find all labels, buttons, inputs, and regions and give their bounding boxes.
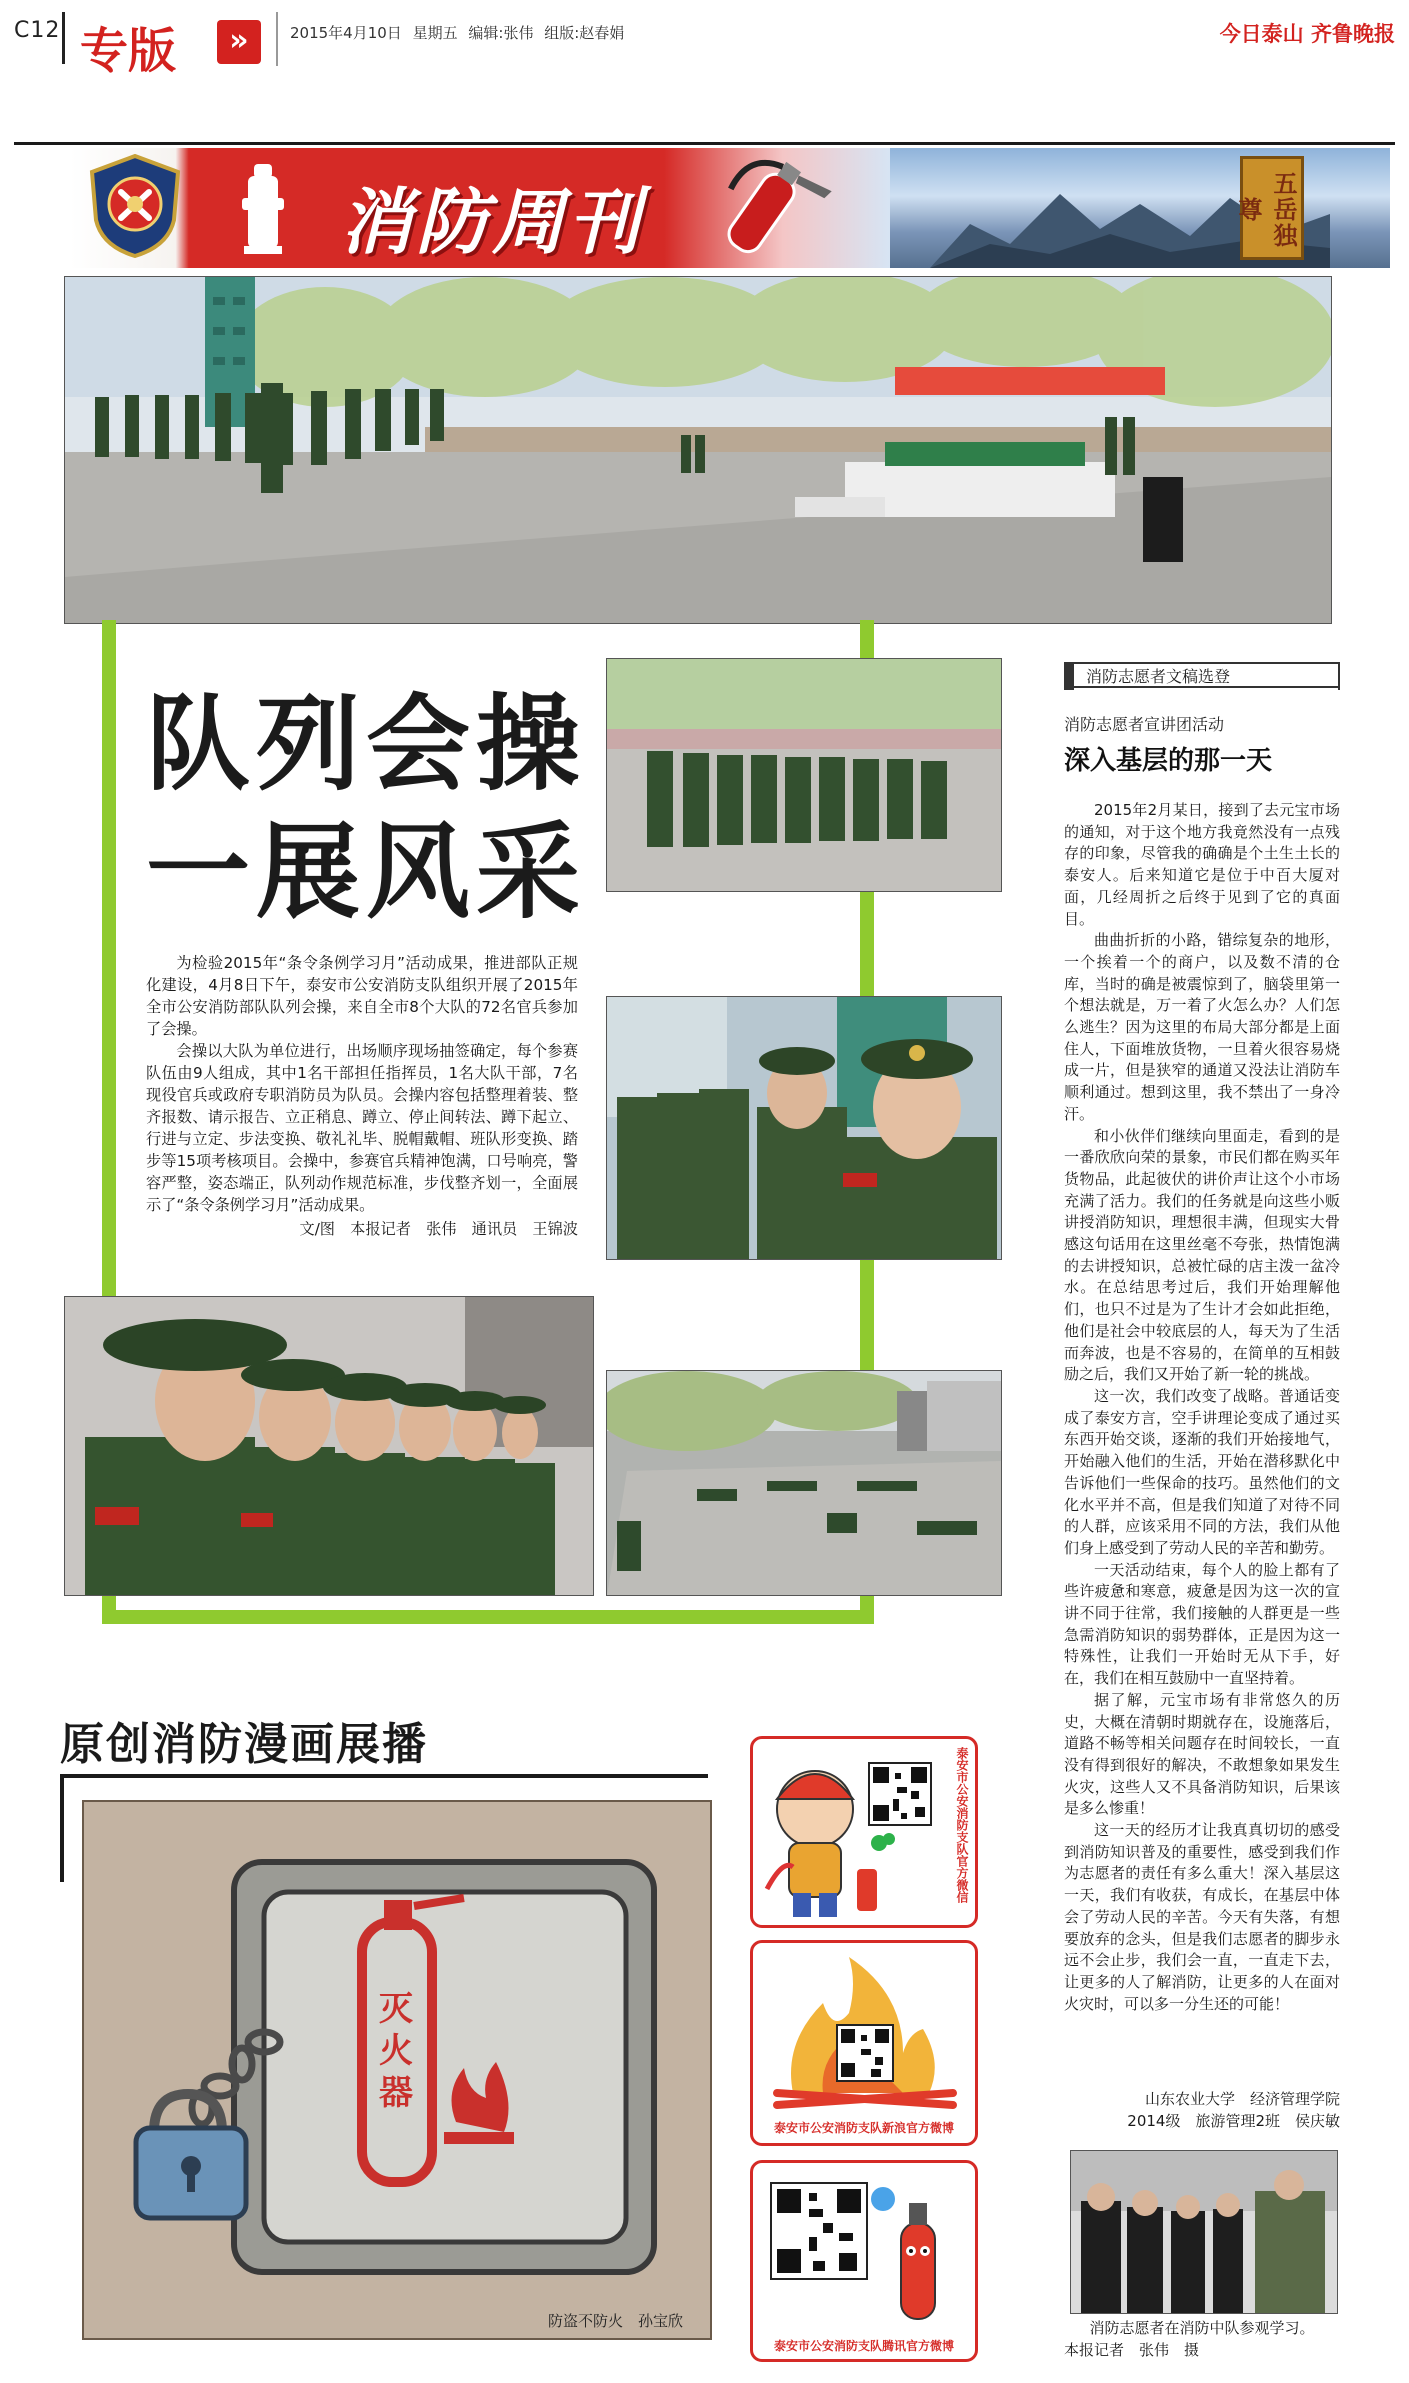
taishan-stone-inscription: 五岳独尊 [1240, 156, 1304, 260]
fire-weekly-banner [70, 148, 1390, 268]
weibo-tencent-qr-label: 泰安市公安消防支队腾讯官方微博 [773, 2339, 954, 2353]
formation-field-photo [606, 1370, 1002, 1596]
column-paragraph: 和小伙伴们继续向里面走，看到的是一番欣欣向荣的景象，市民们都在购买年货物品，此起彼伏的讲价声让这个小市场充满了活力。我们的任务就是向这些小贩讲授消防知识，理想很丰满，但现实大骨感这句话用在这里丝毫不夸张，热情饱满的去讲授知识，总被忙碌的店主泼一盆冷水。在总结思考过后，我们开始理解他们，也只不过是为了生计才会如此拒绝，他们是社会中较底层的人，每天为了生活而奔波，也是不容易的，在简单的互相鼓励之后，我们又开始了新一轮的挑战。 [1064, 1126, 1340, 1384]
photo-caption: 消防志愿者在消防中队参观学习。 [1089, 2319, 1315, 2337]
issue-weekday: 星期五 [412, 24, 458, 42]
volunteers-visit-photo [1070, 2150, 1338, 2314]
photo-credit: 本报记者 张伟 摄 [1064, 2341, 1200, 2359]
weibo-sina-qr-card[interactable] [750, 1940, 978, 2146]
feature-headline [146, 680, 586, 936]
header-meta [290, 22, 624, 43]
column-paragraph: 一天活动结束，每个人的脸上都有了些许疲惫和寒意，疲惫是因为这一次的宣讲不同于往常，我们接触的人群更是一些急需消防知识的弱势群体，正是因为这一特殊性，让我们一开始时无从下手，好在，我们在相互鼓励中一直坚持着。 [1064, 1560, 1340, 1688]
issue-date: 2015年4月10日 [290, 24, 402, 42]
newspaper-brand: 今日泰山 齐鲁晚报 [1219, 22, 1395, 46]
author-affiliation: 山东农业大学 经济管理学院 [1144, 2090, 1340, 2108]
column-paragraph: 曲曲折折的小路，错综复杂的地形，一个挨着一个的商户，以及数不清的仓库，当时的确是被震惊到了，脑袋里第一个想法就是，万一着了火怎么办？人们怎么逃生？因为这里的布局大部分都是上面住人，下面堆放货物，一旦着火很容易烧成一片，但是狭窄的通道又没法让消防车顺利通过。想到这里，我不禁出了一身冷汗。 [1064, 931, 1340, 1123]
saluting-soldiers-photo [606, 996, 1002, 1260]
column-paragraph: 据了解，元宝市场有非常悠久的历史，大概在清朝时期就存在，设施落后，道路不畅等相关问题存在时间较长，一直没有得到很好的解决，不敢想象如果发生火灾，这些人又不具备消防知识，后果该是多么惨重！ [1064, 1690, 1340, 1818]
editor-credit: 编辑:张伟 [468, 24, 534, 42]
layout-credit: 组版:赵春娟 [544, 24, 625, 42]
double-arrow-icon: » [217, 20, 261, 64]
comic-section-title: 原创消防漫画展播 [60, 1719, 428, 1770]
page-number-divider [62, 12, 65, 64]
weibo-sina-qr-label: 泰安市公安消防支队新浪官方微博 [773, 2121, 954, 2135]
wechat-qr-label: 泰安市公安消防支队官方微信 [955, 1747, 969, 1903]
comic-corner-rule [60, 1774, 708, 1778]
column-paragraph: 这一天的经历才让我真真切切的感受到消防知识普及的重要性，感受到我们作为志愿者的责任有多么重大！深入基层这一天，我们有收获，有成长，在基层中体会了劳动人民的辛苦。今天有失落，有想要放弃的念头，但是我们志愿者的脚步永远不会止步，我们会一直，一直走下去，让更多的人了解消防，让更多的人在面对火灾时，可以多一分生还的可能！ [1064, 1821, 1340, 2013]
extinguisher-icon [690, 152, 840, 264]
weibo-tencent-qr-card[interactable] [750, 2160, 978, 2362]
column-title: 深入基层的那一天 [1064, 746, 1273, 776]
section-title: 专版 [80, 23, 177, 79]
page-number: C12 [14, 18, 61, 43]
comic-extinguisher-label: 灭火器 [379, 1989, 413, 2113]
soldiers-closeup-photo [64, 1296, 594, 1596]
headline-line-2: 一展风采 [146, 811, 587, 933]
banner-title: 消防周刊 [340, 180, 645, 264]
column-paragraph: 2015年2月某日，接到了去元宝市场的通知，对于这个地方我竟然没有一点残存的印象，尽管我的确确是个土生土长的泰安人。后来知道它是位于中百大厦对面，几经周折之后终于见到了它的真面目。 [1064, 801, 1340, 928]
column-subtitle: 消防志愿者宣讲团活动 [1064, 715, 1225, 734]
parade-ground-photo [64, 276, 1332, 624]
column-tag: 消防志愿者文稿选登 [1064, 662, 1340, 688]
author-name: 2014级 旅游管理2班 侯庆敏 [1127, 2112, 1340, 2130]
fire-badge-icon [88, 154, 182, 258]
headline-line-1: 队列会操 [146, 683, 587, 805]
column-body [1064, 800, 1340, 2015]
article-paragraph: 会操以大队为单位进行，出场顺序现场抽签确定，每个参赛队伍由9人组成，其中1名干部担任指挥员，1名大队干部，7名现役官兵或政府专职消防员为队员。会操内容包括整理着装、整齐报数、请示报告、立正稍息、蹲立、停止间转法、蹲下起立、行进与立定、步法变换、敬礼礼毕、脱帽戴帽、班队形变换、踏步等15项考核项目。会操中，参赛官兵精神饱满，口号响亮，警容严整，姿态端正，队列动作规范标准，步伐整齐划一，全面展示了“条令条例学习月”活动成果。 [146, 1042, 578, 1214]
column-paragraph: 这一次，我们改变了战略。普通话变成了泰安方言，空手讲理论变成了通过买东西开始交谈，逐渐的我们开始接地气，开始融入他们的生活，开始在潜移默化中告诉他们一些保命的技巧。虽然他们的文化水平并不高，但是我们知道了对待不同的人群，应该采用不同的方法，我们从他们身上感受到了劳动人民的辛苦和勤劳。 [1064, 1386, 1340, 1557]
hydrant-icon [240, 162, 286, 254]
article-byline: 文/图 本报记者 张伟 通讯员 王锦波 [299, 1220, 578, 1238]
header-divider [276, 12, 278, 66]
comic-corner-rule [60, 1774, 64, 1882]
comic-caption: 防盗不防火 孙宝欣 [548, 2312, 684, 2330]
article-paragraph: 为检验2015年“条令条例学习月”活动成果，推进部队正规化建设，4月8日下午，泰安市公安消防支队组织开展了2015年全市公安消防部队队列会操，来自全市8个大队的72名官兵参加了会操。 [146, 954, 578, 1038]
wechat-qr-card[interactable] [750, 1736, 978, 1928]
marching-squad-photo [606, 658, 1002, 892]
feature-article [146, 952, 578, 1240]
header-rule [14, 142, 1395, 145]
